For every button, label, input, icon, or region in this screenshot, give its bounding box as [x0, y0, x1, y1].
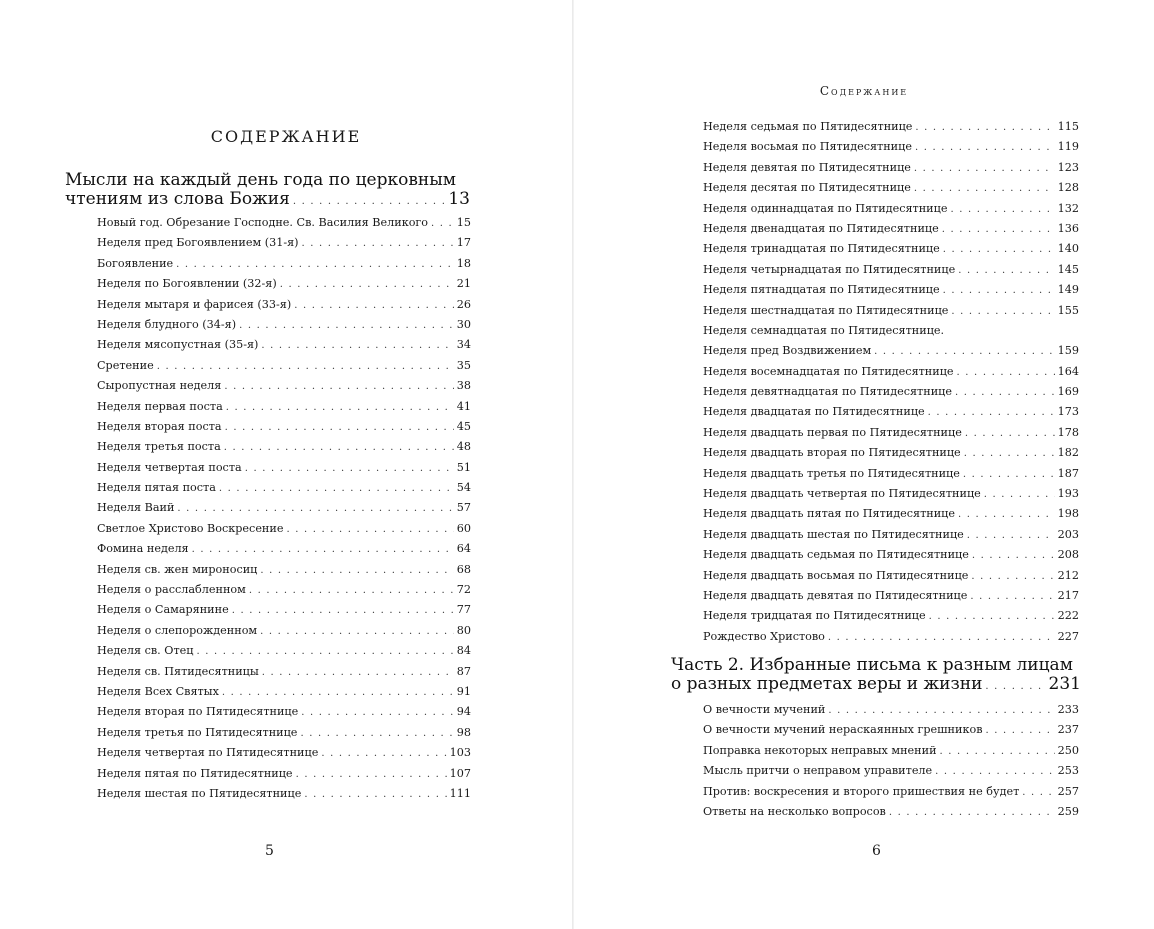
leader-dots — [294, 300, 454, 311]
toc-entry-title: Поправка некоторых неправых мнений — [703, 743, 937, 757]
toc-entry-title: Неделя двадцать шестая по Пятидесятнице — [703, 527, 964, 541]
toc-entry-title: Неделя двадцать девятая по Пятидесятнице — [703, 588, 968, 602]
section-heading-line: о разных предметах веры и жизни — [671, 674, 983, 694]
toc-entry-title: Неделя Ваий — [97, 501, 175, 515]
toc-entry-title: Новый год. Обрезание Господне. Св. Василия Великого — [97, 216, 429, 229]
toc-entry-title: Неделя пред Богоявлением (31-я) — [97, 236, 299, 250]
leader-dots — [302, 238, 454, 249]
toc-entry-page-number: 103 — [449, 746, 471, 760]
page-number-folio: 5 — [265, 843, 274, 859]
toc-entry-page-number: 182 — [1057, 446, 1079, 460]
toc-entry-page-number: 18 — [456, 256, 471, 270]
toc-entry — [97, 420, 471, 440]
toc-entry — [703, 785, 1079, 805]
leader-dots — [225, 422, 454, 433]
toc-entry-page-number: 193 — [1057, 487, 1079, 501]
toc-entry-title: Неделя одиннадцатая по Пятидесятнице — [703, 201, 948, 215]
toc-entry — [97, 746, 471, 766]
toc-entry — [97, 236, 471, 256]
toc-entry — [703, 161, 1079, 181]
toc-entry-page-number: 227 — [1057, 629, 1079, 643]
toc-entry-page-number: 259 — [1057, 804, 1079, 818]
leader-dots — [940, 746, 1055, 757]
toc-entry — [97, 481, 471, 501]
toc-entry-page-number: 17 — [456, 236, 471, 250]
toc-entry-page-number: 64 — [456, 542, 471, 556]
leader-dots — [929, 611, 1055, 622]
toc-entry — [703, 181, 1079, 201]
toc-entry-list — [703, 703, 1079, 825]
leader-dots — [914, 163, 1055, 174]
toc-entry — [703, 202, 1079, 222]
toc-entry — [703, 405, 1079, 425]
toc-entry-title: Неделя четвертая по Пятидесятнице — [97, 746, 319, 760]
toc-entry-title: Неделя пред Воздвижением — [703, 344, 872, 358]
toc-entry — [97, 705, 471, 725]
leader-dots — [249, 585, 454, 596]
toc-entry-page-number: 173 — [1057, 405, 1079, 419]
toc-entry — [97, 461, 471, 481]
leader-dots — [964, 448, 1055, 459]
toc-entry — [703, 764, 1079, 784]
toc-entry-title: Неделя о слепорожденном — [97, 623, 258, 637]
toc-entry-page-number: 34 — [456, 338, 471, 352]
toc-entry-title: Неделя двадцать седьмая по Пятидесятнице — [703, 548, 969, 562]
leader-dots — [986, 725, 1055, 736]
toc-entry-title: Неделя пятая по Пятидесятнице — [97, 766, 293, 780]
toc-entry-page-number: 149 — [1057, 283, 1079, 297]
leader-dots — [943, 244, 1055, 255]
toc-entry-page-number: 87 — [456, 664, 471, 678]
leader-dots — [955, 387, 1055, 398]
leader-dots — [915, 142, 1055, 153]
toc-entry-page-number: 140 — [1057, 242, 1079, 256]
toc-entry-page-number: 115 — [1057, 120, 1079, 133]
leader-dots — [431, 218, 454, 229]
leader-dots — [224, 381, 453, 392]
toc-entry-page-number: 128 — [1057, 181, 1079, 195]
leader-dots — [958, 509, 1055, 520]
toc-entry — [97, 257, 471, 277]
toc-entry-page-number: 21 — [456, 277, 471, 291]
toc-entry-page-number: 203 — [1057, 527, 1079, 541]
section-heading-part-1 — [65, 171, 470, 211]
leader-dots — [280, 279, 454, 290]
toc-entry-page-number: 80 — [456, 623, 471, 637]
leader-dots — [950, 204, 1054, 215]
toc-entry-page-number: 145 — [1057, 262, 1079, 276]
toc-entry — [97, 298, 471, 318]
section-heading-line: Мысли на каждый день года по церковным — [65, 170, 457, 190]
toc-entry-page-number: 38 — [456, 379, 471, 393]
left-page — [0, 0, 572, 929]
toc-entry — [703, 805, 1079, 825]
toc-entry-title: Неделя св. Пятидесятницы — [97, 664, 259, 678]
toc-entry — [97, 685, 471, 705]
toc-entry-title: Неделя двадцать восьмая по Пятидесятнице — [703, 568, 969, 582]
toc-entry-page-number: 136 — [1057, 221, 1079, 235]
leader-dots — [224, 442, 454, 453]
toc-entry — [97, 338, 471, 358]
toc-entry-title: Неделя шестнадцатая по Пятидесятнице — [703, 303, 949, 317]
leader-dots — [222, 687, 454, 698]
toc-entry-list — [703, 120, 1079, 650]
toc-entry-page-number: 48 — [456, 440, 471, 454]
leader-dots — [239, 320, 454, 331]
toc-entry-title: Неделя двадцать пятая по Пятидесятнице — [703, 507, 955, 521]
leader-dots — [828, 632, 1055, 643]
leader-dots — [304, 789, 446, 800]
toc-entry — [703, 630, 1079, 650]
section-page-number: 231 — [1048, 674, 1081, 694]
toc-entry-title: Неделя третья по Пятидесятнице — [97, 725, 298, 739]
toc-entry-page-number: 60 — [456, 521, 471, 535]
right-page — [574, 0, 1154, 929]
toc-entry-page-number: 35 — [456, 358, 471, 372]
toc-entry — [97, 665, 471, 685]
toc-entry-title: Неделя семнадцатая по Пятидесятнице. — [703, 323, 945, 337]
toc-entry — [97, 624, 471, 644]
toc-entry-page-number: 57 — [456, 501, 471, 515]
toc-entry — [97, 563, 471, 583]
toc-entry — [703, 222, 1079, 242]
toc-entry-page-number: 198 — [1057, 507, 1079, 521]
toc-entry — [97, 644, 471, 664]
toc-entry-title: Неделя четвертая поста — [97, 460, 242, 474]
toc-entry-title: Неделя мясопустная (35-я) — [97, 338, 259, 352]
leader-dots — [970, 591, 1054, 602]
toc-entry — [703, 467, 1079, 487]
toc-entry-page-number: 250 — [1057, 743, 1079, 757]
toc-entry-page-number: 30 — [456, 317, 471, 331]
leader-dots — [957, 367, 1055, 378]
section-heading-part-2 — [671, 656, 1081, 696]
toc-entry-title: Неделя четырнадцатая по Пятидесятнице — [703, 262, 956, 276]
toc-entry-page-number: 257 — [1057, 784, 1079, 798]
toc-entry-page-number: 187 — [1057, 466, 1079, 480]
toc-entry-title: Против: воскресения и второго пришествия не будет — [703, 784, 1020, 798]
toc-entry-title: Неделя вторая поста — [97, 419, 222, 433]
leader-dots — [1022, 787, 1054, 798]
toc-entry — [703, 487, 1079, 507]
toc-entry-page-number: 84 — [456, 644, 471, 658]
leader-dots — [828, 705, 1054, 716]
toc-entry-page-number: 169 — [1057, 385, 1079, 399]
section-heading-last-line — [65, 190, 470, 211]
toc-entry-page-number: 159 — [1057, 344, 1079, 358]
section-heading-last-line — [671, 675, 1081, 696]
toc-entry-title: Светлое Христово Воскресение — [97, 521, 284, 535]
toc-entry-title: О вечности мучений нераскаянных грешников — [703, 723, 983, 737]
leader-dots — [928, 407, 1055, 418]
toc-entry-title: Неделя десятая по Пятидесятнице — [703, 181, 911, 195]
toc-entry — [703, 385, 1079, 405]
leader-dots — [963, 469, 1055, 480]
leader-dots — [935, 766, 1054, 777]
toc-entry — [703, 446, 1079, 466]
leader-dots — [972, 550, 1055, 561]
toc-entry-page-number: 94 — [456, 705, 471, 719]
toc-entry — [97, 440, 471, 460]
section-heading-line: Часть 2. Избранные письма к разным лицам — [671, 655, 1073, 675]
leader-dots — [889, 807, 1055, 818]
toc-entry-page-number: 132 — [1057, 201, 1079, 215]
toc-entry-title: Неделя двадцать первая по Пятидесятнице — [703, 425, 962, 439]
leader-dots — [293, 192, 446, 211]
toc-entry — [703, 426, 1079, 446]
leader-dots — [943, 285, 1055, 296]
toc-entry-page-number: 253 — [1057, 764, 1079, 778]
toc-entry — [703, 283, 1079, 303]
toc-entry — [703, 324, 1079, 344]
toc-entry — [703, 548, 1079, 568]
toc-entry — [97, 359, 471, 379]
toc-entry — [703, 609, 1079, 629]
toc-entry-page-number: 233 — [1057, 703, 1079, 716]
leader-dots — [984, 489, 1055, 500]
toc-entry-title: Неделя девятнадцатая по Пятидесятнице — [703, 385, 952, 399]
toc-entry — [703, 304, 1079, 324]
leader-dots — [971, 571, 1054, 582]
leader-dots — [219, 483, 454, 494]
leader-dots — [260, 565, 453, 576]
toc-entry — [703, 365, 1079, 385]
toc-entry-title: Неделя двадцать четвертая по Пятидесятнице — [703, 487, 981, 501]
toc-entry-title: Неделя тридцатая по Пятидесятнице — [703, 609, 926, 623]
toc-entry-title: Неделя св. Отец — [97, 644, 194, 658]
toc-entry — [703, 263, 1079, 283]
toc-entry-title: Неделя шестая по Пятидесятнице — [97, 786, 302, 800]
leader-dots — [965, 428, 1055, 439]
toc-entry — [97, 583, 471, 603]
toc-entry — [703, 507, 1079, 527]
toc-entry-page-number: 155 — [1057, 303, 1079, 317]
toc-entry-title: Неделя Всех Святых — [97, 684, 219, 698]
toc-entry — [97, 542, 471, 562]
toc-entry-page-number: 123 — [1057, 160, 1079, 174]
leader-dots — [176, 259, 454, 270]
toc-entry-page-number: 98 — [456, 725, 471, 739]
leader-dots — [985, 677, 1045, 696]
toc-entry-title: Богоявление — [97, 256, 174, 270]
leader-dots — [301, 707, 454, 718]
toc-entry-title: Мысль притчи о неправом управителе — [703, 764, 933, 778]
toc-entry — [703, 569, 1079, 589]
leader-dots — [915, 122, 1054, 133]
toc-entry-page-number: 54 — [456, 481, 471, 495]
toc-entry — [703, 242, 1079, 262]
toc-title: СОДЕРЖАНИЕ — [210, 127, 362, 146]
toc-entry — [97, 726, 471, 746]
toc-entry-list — [97, 216, 471, 807]
toc-entry-title: Неделя блудного (34-я) — [97, 317, 237, 331]
toc-entry — [703, 344, 1079, 364]
toc-entry-title: Сыропустная неделя — [97, 379, 222, 393]
toc-entry-title: Ответы на несколько вопросов — [703, 804, 886, 818]
leader-dots — [261, 340, 453, 351]
toc-entry — [703, 703, 1079, 723]
toc-entry-page-number: 45 — [456, 419, 471, 433]
toc-entry-title: Неделя тринадцатая по Пятидесятнице — [703, 242, 940, 256]
leader-dots — [157, 361, 454, 372]
toc-entry — [703, 120, 1079, 140]
toc-entry-page-number: 107 — [449, 766, 471, 780]
toc-entry-title: Неделя двенадцатая по Пятидесятнице — [703, 221, 939, 235]
toc-entry — [703, 528, 1079, 548]
toc-entry-page-number: 212 — [1057, 568, 1079, 582]
toc-entry-page-number: 91 — [456, 684, 471, 698]
leader-dots — [260, 626, 454, 637]
toc-entry — [97, 318, 471, 338]
toc-entry-title: Неделя двадцать вторая по Пятидесятнице — [703, 446, 961, 460]
toc-entry-title: Неделя мытаря и фарисея (33-я) — [97, 297, 292, 311]
toc-entry-page-number: 72 — [456, 583, 471, 597]
leader-dots — [192, 544, 454, 555]
toc-entry-page-number: 41 — [456, 399, 471, 413]
toc-entry-title: Неделя восемнадцатая по Пятидесятнице — [703, 364, 954, 378]
toc-entry-page-number: 68 — [456, 562, 471, 576]
toc-entry — [703, 723, 1079, 743]
toc-entry-page-number: 208 — [1057, 548, 1079, 562]
leader-dots — [874, 346, 1055, 357]
leader-dots — [300, 728, 453, 739]
toc-entry-title: Неделя двадцать третья по Пятидесятнице — [703, 466, 960, 480]
toc-entry — [703, 744, 1079, 764]
toc-entry — [97, 400, 471, 420]
toc-entry-page-number: 178 — [1057, 425, 1079, 439]
leader-dots — [958, 265, 1054, 276]
toc-entry — [703, 140, 1079, 160]
toc-entry-page-number: 119 — [1057, 140, 1079, 154]
toc-entry-page-number: 237 — [1057, 723, 1079, 737]
toc-entry-title: Рождество Христово — [703, 629, 825, 643]
toc-entry-page-number: 164 — [1057, 364, 1079, 378]
toc-entry-title: Неделя по Богоявлении (32-я) — [97, 277, 277, 291]
toc-entry-title: Неделя вторая по Пятидесятнице — [97, 705, 299, 719]
toc-entry-title: Неделя седьмая по Пятидесятнице — [703, 120, 913, 133]
toc-entry — [97, 603, 471, 623]
toc-entry-title: Неделя двадцатая по Пятидесятнице — [703, 405, 925, 419]
toc-entry — [97, 379, 471, 399]
toc-entry-title: Неделя о расслабленном — [97, 583, 246, 597]
running-head: Содержание — [819, 84, 909, 98]
toc-entry — [97, 501, 471, 521]
leader-dots — [232, 605, 454, 616]
leader-dots — [196, 646, 453, 657]
toc-entry-title: Сретение — [97, 358, 154, 372]
toc-entry-title: Неделя пятая поста — [97, 481, 216, 495]
toc-entry — [703, 589, 1079, 609]
toc-entry-page-number: 222 — [1057, 609, 1079, 623]
toc-entry — [97, 787, 471, 807]
leader-dots — [177, 503, 453, 514]
toc-entry-page-number: 217 — [1057, 588, 1079, 602]
leader-dots — [942, 224, 1055, 235]
leader-dots — [286, 524, 453, 535]
toc-entry-page-number: 77 — [456, 603, 471, 617]
toc-entry-title: О вечности мучений — [703, 703, 826, 716]
leader-dots — [296, 769, 447, 780]
leader-dots — [914, 183, 1055, 194]
leader-dots — [226, 402, 454, 413]
toc-entry-title: Неделя о Самарянине — [97, 603, 229, 617]
toc-entry-page-number: 111 — [449, 786, 471, 800]
toc-entry-title: Неделя пятнадцатая по Пятидесятнице — [703, 283, 940, 297]
toc-entry-page-number: 26 — [456, 297, 471, 311]
toc-entry — [97, 522, 471, 542]
page-number-folio: 6 — [872, 843, 881, 859]
toc-entry-title: Неделя третья поста — [97, 440, 221, 454]
section-heading-line: чтениям из слова Божия — [65, 189, 290, 209]
leader-dots — [967, 530, 1055, 541]
section-page-number: 13 — [448, 189, 470, 209]
toc-entry-title: Неделя девятая по Пятидесятнице — [703, 160, 911, 174]
toc-entry — [97, 277, 471, 297]
toc-entry-title: Неделя св. жен мироносиц — [97, 562, 258, 576]
toc-entry-page-number: 51 — [456, 460, 471, 474]
leader-dots — [245, 463, 454, 474]
leader-dots — [321, 748, 446, 759]
leader-dots — [951, 306, 1054, 317]
toc-entry-title: Неделя восьмая по Пятидесятнице — [703, 140, 912, 154]
toc-entry-title: Неделя первая поста — [97, 399, 223, 413]
leader-dots — [262, 667, 454, 678]
toc-entry — [97, 767, 471, 787]
toc-entry-title: Фомина неделя — [97, 542, 189, 556]
toc-entry-page-number: 15 — [456, 216, 471, 229]
toc-entry — [97, 216, 471, 236]
